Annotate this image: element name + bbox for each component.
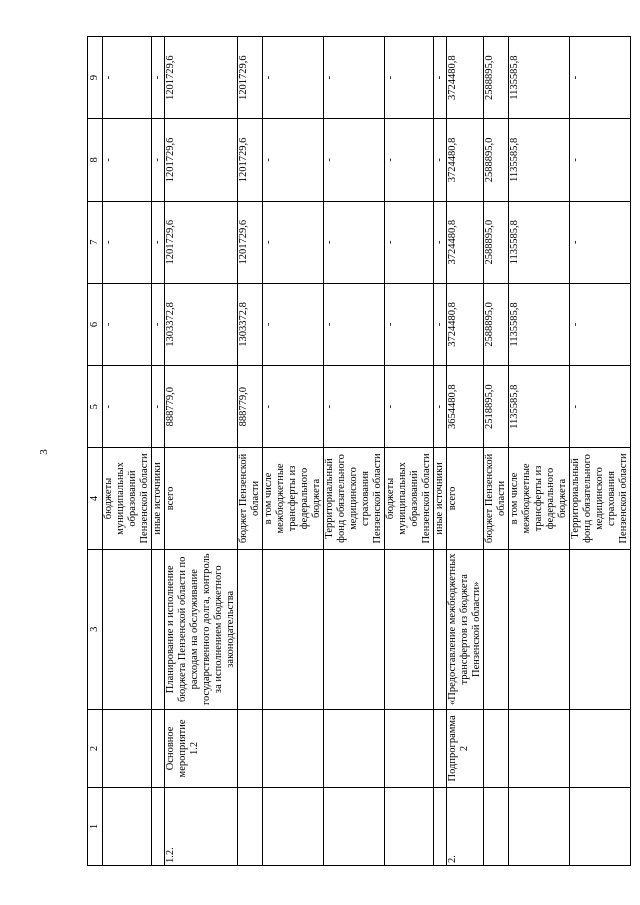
- table-cell-c9: 1201729,6: [238, 37, 263, 119]
- table-cell-c2: Подпрограмма 2: [447, 709, 484, 787]
- table-row: [324, 37, 385, 866]
- table-cell-c1: [103, 787, 152, 865]
- table-cell-c5: 3654480,8: [447, 366, 484, 448]
- header-cell: 8: [88, 119, 103, 201]
- table-row: [509, 37, 570, 866]
- table-cell-c4: бюджеты муниципальных образований Пензенской области: [103, 448, 152, 549]
- table-cell-c1: [263, 787, 324, 865]
- table-cell-c9: -: [434, 37, 447, 119]
- table-cell-c7: -: [152, 201, 165, 283]
- table-row: [434, 37, 447, 866]
- table-cell-c4: в том числе межбюджетные трансферты из федерального бюджета: [263, 448, 324, 549]
- table-row: [238, 37, 263, 866]
- table-cell-c5: 888779,0: [165, 366, 238, 448]
- table-cell-c2: [263, 709, 324, 787]
- table-cell-c3: [103, 549, 152, 709]
- table-cell-c8: 2588895,0: [484, 119, 509, 201]
- table-cell-c2: [103, 709, 152, 787]
- table-cell-c7: -: [434, 201, 447, 283]
- table-cell-c8: -: [385, 119, 434, 201]
- table-cell-c4: в том числе межбюджетные трансферты из федерального бюджета: [509, 448, 570, 549]
- table-cell-c9: 3724480,8: [447, 37, 484, 119]
- table-cell-c8: 1201729,6: [238, 119, 263, 201]
- table-cell-c6: -: [152, 283, 165, 365]
- table-cell-c1: [385, 787, 434, 865]
- table-cell-c4: бюджет Пензенской области: [484, 448, 509, 549]
- table-cell-c2: [324, 709, 385, 787]
- table-cell-c2: [434, 709, 447, 787]
- table-row: [385, 37, 434, 866]
- table-cell-c8: 1201729,6: [165, 119, 238, 201]
- table-cell-c7: 1201729,6: [238, 201, 263, 283]
- table-cell-c5: -: [263, 366, 324, 448]
- header-cell: 7: [88, 201, 103, 283]
- table-cell-c5: 1135585,8: [509, 366, 570, 448]
- table-cell-c9: -: [385, 37, 434, 119]
- table-cell-c4: бюджеты муниципальных образований Пензенской области: [385, 448, 434, 549]
- table-cell-c6: 1303372,8: [238, 283, 263, 365]
- table-cell-c5: -: [324, 366, 385, 448]
- table-cell-c7: 2588895,0: [484, 201, 509, 283]
- table-cell-c9: -: [263, 37, 324, 119]
- table-cell-c7: 1135585,8: [509, 201, 570, 283]
- table-cell-c8: -: [324, 119, 385, 201]
- table-row: [570, 37, 631, 866]
- header-row: [88, 37, 103, 866]
- table-cell-c5: -: [103, 366, 152, 448]
- table-cell-c3: [324, 549, 385, 709]
- table-cell-c9: -: [152, 37, 165, 119]
- table-cell-c2: Основное мероприятие 1.2: [165, 709, 238, 787]
- table-cell-c1: 1.2.: [165, 787, 238, 865]
- table-cell-c4: всего: [165, 448, 238, 549]
- header-cell: 9: [88, 37, 103, 119]
- header-cell: 1: [88, 787, 103, 865]
- page-number: 3: [37, 449, 50, 455]
- table-cell-c4: бюджет Пензенской области: [238, 448, 263, 549]
- table-cell-c9: 1135585,8: [509, 37, 570, 119]
- table-cell-c8: -: [152, 119, 165, 201]
- table-cell-c7: -: [385, 201, 434, 283]
- table-cell-c1: [484, 787, 509, 865]
- header-cell: 3: [88, 549, 103, 709]
- header-cell: 5: [88, 366, 103, 448]
- table-cell-c4: Территориальный фонд обязательного медицинского страхования Пензенской области: [570, 448, 631, 549]
- table-cell-c6: -: [324, 283, 385, 365]
- table-cell-c6: -: [263, 283, 324, 365]
- table-cell-c8: -: [263, 119, 324, 201]
- table-cell-c3: [385, 549, 434, 709]
- table-cell-c1: [324, 787, 385, 865]
- table-cell-c7: -: [263, 201, 324, 283]
- table-cell-c8: -: [434, 119, 447, 201]
- table-body: [88, 37, 631, 866]
- table-cell-c1: [570, 787, 631, 865]
- table-cell-c3: «Предоставление межбюджетных трансфертов из бюджета Пензенской области»: [447, 549, 484, 709]
- table-cell-c7: -: [324, 201, 385, 283]
- table-cell-c1: [509, 787, 570, 865]
- table-cell-c9: -: [324, 37, 385, 119]
- table-cell-c5: -: [385, 366, 434, 448]
- table-cell-c1: [434, 787, 447, 865]
- header-cell: 6: [88, 283, 103, 365]
- table-cell-c4: Территориальный фонд обязательного медицинского страхования Пензенской области: [324, 448, 385, 549]
- table-cell-c8: -: [570, 119, 631, 201]
- table-cell-c3: [263, 549, 324, 709]
- table-cell-c3: [152, 549, 165, 709]
- table-cell-c6: -: [103, 283, 152, 365]
- table-row: [447, 37, 484, 866]
- table-cell-c5: 2518895,0: [484, 366, 509, 448]
- table-cell-c3: [509, 549, 570, 709]
- table-cell-c4: иные источники: [152, 448, 165, 549]
- table-cell-c5: 888779,0: [238, 366, 263, 448]
- table-cell-c9: 1201729,6: [165, 37, 238, 119]
- table-cell-c1: [238, 787, 263, 865]
- table-cell-c7: 3724480,8: [447, 201, 484, 283]
- table-cell-c3: [238, 549, 263, 709]
- table-cell-c2: [385, 709, 434, 787]
- table-cell-c1: [152, 787, 165, 865]
- table-cell-c6: 1135585,8: [509, 283, 570, 365]
- table-cell-c4: иные источники: [434, 448, 447, 549]
- header-cell: 2: [88, 709, 103, 787]
- table-row: [103, 37, 152, 866]
- table-cell-c8: -: [103, 119, 152, 201]
- header-cell: 4: [88, 448, 103, 549]
- table-cell-c3: [434, 549, 447, 709]
- table-row: [165, 37, 238, 866]
- table-cell-c7: -: [570, 201, 631, 283]
- table-row: [263, 37, 324, 866]
- table-cell-c8: 3724480,8: [447, 119, 484, 201]
- table-cell-c7: 1201729,6: [165, 201, 238, 283]
- table-cell-c5: -: [570, 366, 631, 448]
- table-cell-c2: [484, 709, 509, 787]
- table-cell-c3: [484, 549, 509, 709]
- table-cell-c6: 2588895,0: [484, 283, 509, 365]
- table-cell-c5: -: [152, 366, 165, 448]
- table-cell-c8: 1135585,8: [509, 119, 570, 201]
- rotated-table-container: [87, 36, 629, 866]
- table-cell-c2: [570, 709, 631, 787]
- table-cell-c3: Планирование и исполнение бюджета Пензенской области по расходам на обслуживание государственного долга, контроль за исполнением бюджетного законодательства: [165, 549, 238, 709]
- table-row: [152, 37, 165, 866]
- table-cell-c9: 2588895,0: [484, 37, 509, 119]
- table-cell-c9: -: [103, 37, 152, 119]
- table-cell-c1: 2.: [447, 787, 484, 865]
- table-cell-c2: [509, 709, 570, 787]
- table-cell-c6: 3724480,8: [447, 283, 484, 365]
- table-cell-c6: -: [385, 283, 434, 365]
- table-cell-c6: -: [570, 283, 631, 365]
- table-cell-c6: 1303372,8: [165, 283, 238, 365]
- table-cell-c7: -: [103, 201, 152, 283]
- table-cell-c5: -: [434, 366, 447, 448]
- table-cell-c6: -: [434, 283, 447, 365]
- table-cell-c9: -: [570, 37, 631, 119]
- table-cell-c2: [238, 709, 263, 787]
- table-cell-c4: всего: [447, 448, 484, 549]
- budget-table: [87, 36, 631, 866]
- table-cell-c2: [152, 709, 165, 787]
- table-cell-c3: [570, 549, 631, 709]
- table-row: [484, 37, 509, 866]
